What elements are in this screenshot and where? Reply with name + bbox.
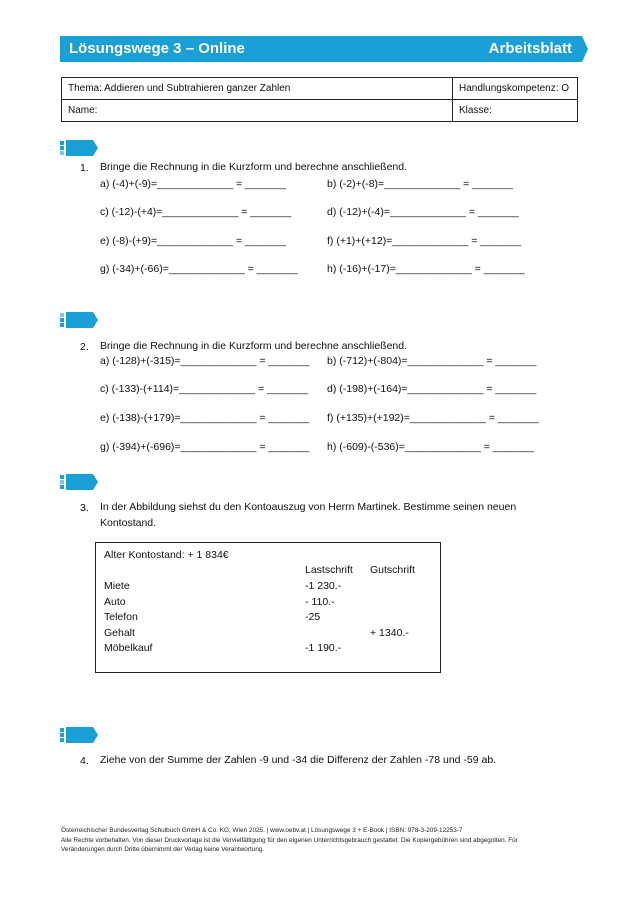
task-1-number: 1. <box>80 162 89 174</box>
row-label: Miete <box>104 580 130 592</box>
task-marker-icon <box>60 140 98 156</box>
task-1-instruction: Bringe die Rechnung in die Kurzform und berechne anschließend. <box>100 161 408 173</box>
task-1-item-h: h) (-16)+(-17)=_____________ = _______ <box>327 263 525 275</box>
task-2-item-f: f) (+135)+(+192)=_____________ = _______ <box>327 412 539 424</box>
footer-line-3: Veränderungen durch Dritte übernimmt der Verlag keine Verantwortung. <box>61 846 265 853</box>
row-debit: -1 190.- <box>305 642 342 654</box>
footer <box>61 826 581 855</box>
row-label: Telefon <box>104 611 138 623</box>
task-2-number: 2. <box>80 341 89 353</box>
info-table <box>61 77 578 122</box>
header-title: Lösungswege 3 – Online <box>69 40 245 57</box>
task-2-item-a: a) (-128)+(-315)=_____________ = _______ <box>100 355 310 367</box>
task-4-instruction: Ziehe von der Summe der Zahlen -9 und -34 die Differenz der Zahlen -78 und -59 ab. <box>100 754 497 766</box>
row-label: Möbelkauf <box>104 642 153 654</box>
row-label: Auto <box>104 596 126 608</box>
credit-column-header: Gutschrift <box>370 564 415 576</box>
competence-cell: Handlungskompetenz: O <box>453 78 578 100</box>
old-balance: Alter Kontostand: + 1 834€ <box>104 549 229 561</box>
task-marker-icon <box>60 312 98 328</box>
bank-statement-box <box>95 542 441 673</box>
task-3-instruction-line-2: Kontostand. <box>100 517 157 529</box>
task-marker-icon <box>60 727 98 743</box>
header-banner <box>60 36 588 62</box>
task-2-item-h: h) (-609)-(-536)=_____________ = _______ <box>327 441 534 453</box>
topic-cell: Thema: Addieren und Subtrahieren ganzer Zahlen <box>62 78 453 100</box>
task-3-number: 3. <box>80 502 89 514</box>
task-1-item-a: a) (-4)+(-9)=_____________ = _______ <box>100 178 286 190</box>
debit-column-header: Lastschrift <box>305 564 353 576</box>
row-label: Gehalt <box>104 627 135 639</box>
row-debit: -1 230.- <box>305 580 342 592</box>
task-2-item-e: e) (-138)-(+179)=_____________ = _______ <box>100 412 310 424</box>
task-1-item-e: e) (-8)-(+9)=_____________ = _______ <box>100 235 286 247</box>
footer-line-1: Österreichischer Bundesverlag Schulbuch GmbH & Co. KG, Wien 2025. | www.oebv.at | Lösungswege 3 + E-Book | ISBN: 978-3-209-12253-7 <box>61 827 463 834</box>
name-field[interactable]: Name: <box>62 100 453 122</box>
task-1-item-g: g) (-34)+(-66)=_____________ = _______ <box>100 263 298 275</box>
header-worksheet-label: Arbeitsblatt <box>488 40 572 57</box>
task-4-number: 4. <box>80 755 89 767</box>
task-1-item-c: c) (-12)-(+4)=_____________ = _______ <box>100 206 292 218</box>
task-2-item-c: c) (-133)-(+114)=_____________ = _______ <box>100 383 308 395</box>
task-2-instruction: Bringe die Rechnung in die Kurzform und berechne anschließend. <box>100 340 408 352</box>
footer-line-2: Alle Rechte vorbehalten. Von dieser Druckvorlage ist die Vervielfältigung für den eigenen Unterrichtsgebrauch gestattet. Die Kopiergebühren sind abgegolten. Für <box>61 836 518 844</box>
class-field[interactable]: Klasse: <box>453 100 578 122</box>
row-debit: -25 <box>305 611 321 623</box>
task-2-item-g: g) (-394)+(-696)=_____________ = _______ <box>100 441 310 453</box>
task-2-item-d: d) (-198)+(-164)=_____________ = _______ <box>327 383 537 395</box>
task-1-item-f: f) (+1)+(+12)=_____________ = _______ <box>327 235 522 247</box>
task-3-instruction-line-1: In der Abbildung siehst du den Kontoauszug von Herrn Martinek. Bestimme seinen neuen <box>100 501 517 513</box>
task-1-item-d: d) (-12)+(-4)=_____________ = _______ <box>327 206 519 218</box>
task-2-item-b: b) (-712)+(-804)=_____________ = _______ <box>327 355 537 367</box>
task-1-item-b: b) (-2)+(-8)=_____________ = _______ <box>327 178 513 190</box>
row-credit: + 1340.- <box>370 627 409 639</box>
row-debit: - 110.- <box>305 596 335 608</box>
task-marker-icon <box>60 474 98 490</box>
